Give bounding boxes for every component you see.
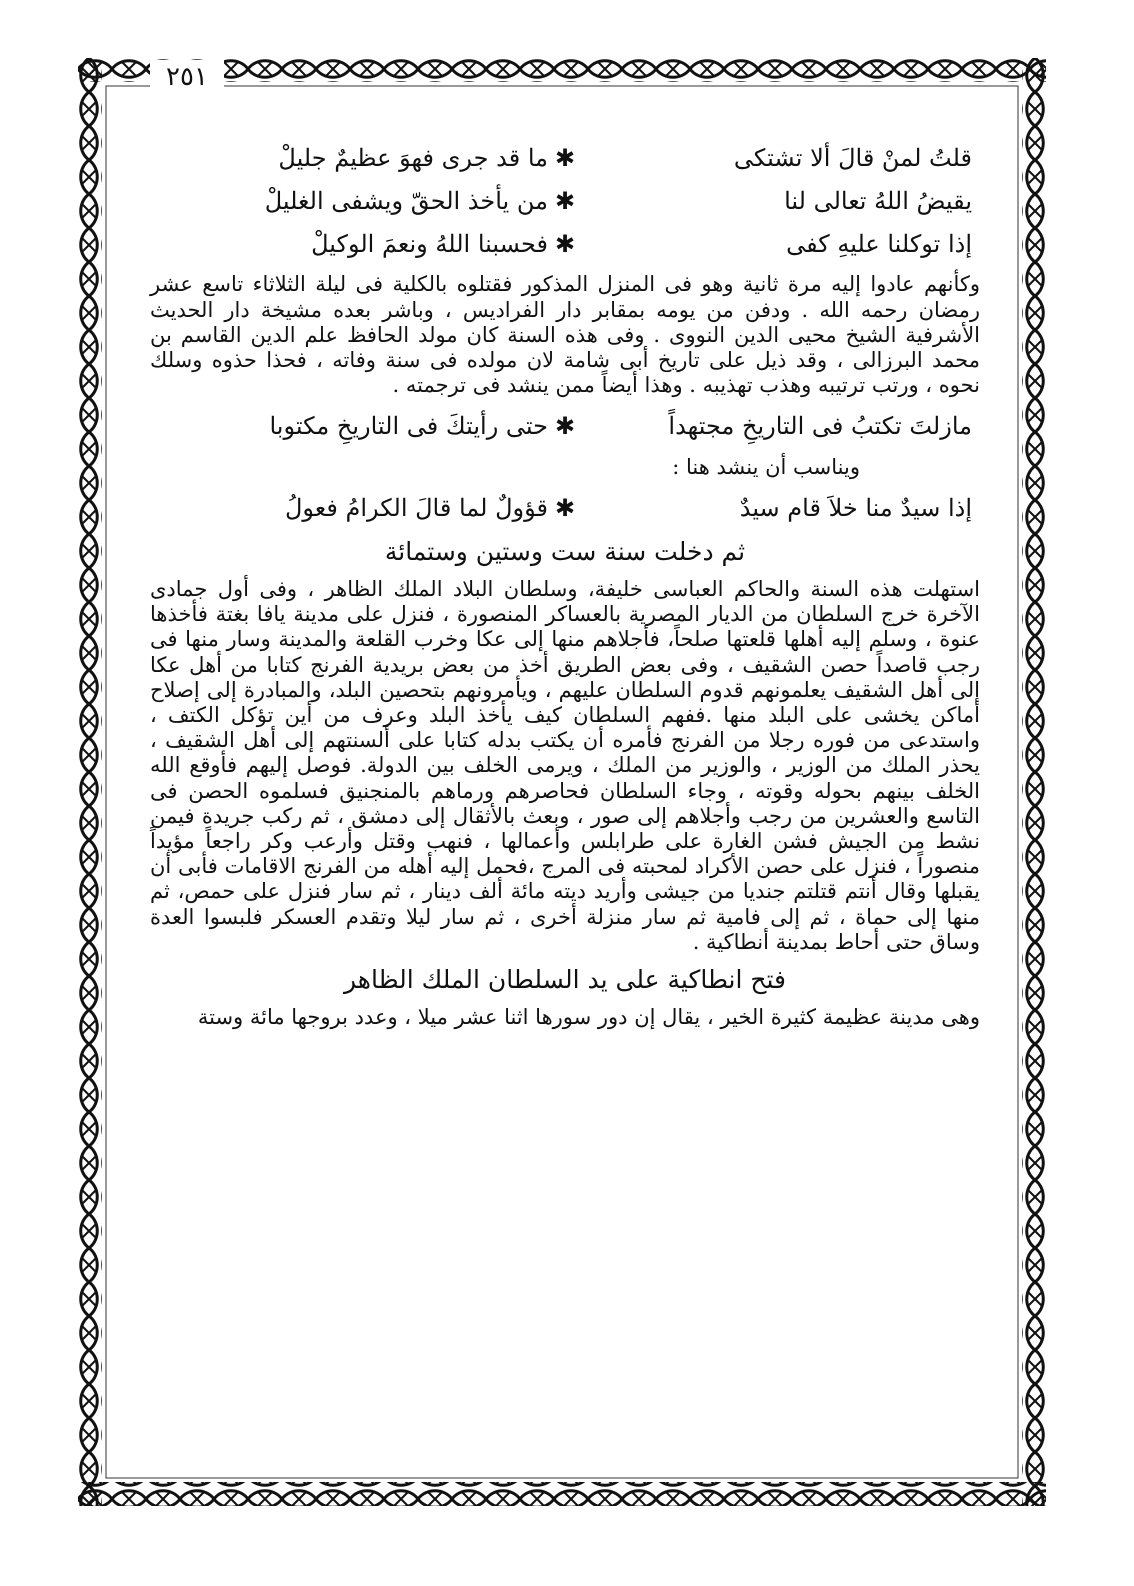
paragraph: وكأنهم عادوا إليه مرة ثانية وهو فى المنزل المذكور فقتلوه بالكلية فى ليلة الثلاثاء تاسع عشر رمضان رحمه الله . ودفن من يومه بمقابر دار الفراديس ، وباشر بعده مشيخة دار الحديث الأشرفية الشيخ محيى الدين النووى . وفى هذه السنة كان مولد الحافظ علم الدين القاسم بن محمد البرزالى ، وقد ذيل على تاريخ أبى شامة لان مولده فى سنة وفاته ، فحذا حذوه وسلك نحوه ، ورتب ترتيبه وهذب تهذيبه . وهذا أيضاً ممن ينشد فى ترجمته .	[150, 272, 980, 398]
verse-line	[150, 412, 980, 441]
verse-separator-star: ✱	[554, 494, 576, 523]
verse-hemistich-right: قلتُ لمنْ قالَ ألا تشتكى	[733, 144, 972, 172]
paragraph: استهلت هذه السنة والحاكم العباسى خليفة، وسلطان البلاد الملك الظاهر ، وفى أول جمادى الآخرة خرج السلطان من الديار المصرية بالعساكر المنصورة ، فنزل على مدينة يافا بغتة فأخذها عنوة ، وسلم إليه أهلها قلعتها صلحاً، فأجلاهم منها إلى عكا وخرب القلعة والمدينة وسار منها فى رجب قاصداً حصن الشقيف ، وفى بعض الطريق أخذ من بعض بريدية الفرنج كتابا من أهل عكا إلى أهل الشقيف يعلمونهم قدوم السلطان عليهم ، ويأمرونهم بتحصين البلد، والمبادرة إلى إصلاح أماكن يخشى على البلد منها .ففهم السلطان كيف يأخذ البلد وعرف من أين تؤكل الكتف ، واستدعى من فوره رجلا من الفرنج فأمره أن يكتب بدله كتابا على ألسنتهم إلى أهل الشقيف ، يحذر الملك من الوزير ، والوزير من الملك ، ويرمى الخلف بين الدولة. فوصل إليهم فأوقع الله الخلف بينهم بحوله وقوته ، وجاء السلطان فحاصرهم ورماهم بالمنجنيق فسلموه الحصن فى التاسع والعشرين من رجب وأجلاهم إلى صور ، وبعث بالأثقال إلى دمشق ، ثم ركب جريدة فيمن نشط من الجيش فشن الغارة على طرابلس وأعمالها ، فنهب وقتل وأرعب وكر راجعاً مؤيداً منصوراً ، فنزل على حصن الأكراد لمحبته فى المرج ،فحمل إليه أهله من الفرنج الاقامات فأبى أن يقبلها وقال أنتم قتلتم جنديا من جيشى وأريد ديته مائة ألف دينار ، ثم سار فنزل على حمص، ثم منها إلى حماة ، ثم إلى فامية ثم سار منزلة أخرى ، ثم سار ليلا وتقدم العسكر فلبسوا العدة وساق حتى أحاط بمدينة أنطاكية .	[150, 577, 980, 954]
verse-hemistich-left: ما قد جرى فهوَ عظيمٌ جليلْ	[278, 144, 548, 172]
page-number: ٢٥١	[150, 60, 224, 94]
verse-line	[150, 494, 980, 523]
verse-hemistich-right: إذا توكلنا عليهِ كفى	[786, 229, 972, 258]
verse-separator-star: ✱	[554, 229, 576, 258]
intro-line: ويناسب أن ينشد هنا :	[672, 455, 860, 480]
verse-hemistich-left: حتى رأيتكَ فى التاريخِ مكتوبا	[269, 412, 548, 441]
section-heading: فتح انطاكية على يد السلطان الملك الظاهر	[344, 964, 786, 994]
verse-line	[150, 230, 980, 259]
verse-hemistich-right: إذا سيدٌ منا خلاَ قام سيدٌ	[739, 494, 972, 523]
verse-hemistich-left: من يأخذ الحقّ ويشفى الغليلْ	[264, 186, 548, 215]
verse-hemistich-left: قؤولٌ لما قالَ الكرامُ فعولُ	[284, 494, 548, 523]
page-content	[150, 130, 980, 1450]
verse-hemistich-right: يقيضُ اللهُ تعالى لنا	[784, 186, 972, 215]
verse-separator-star: ✱	[554, 186, 576, 215]
section-heading: ثم دخلت سنة ست وستين وستمائة	[384, 537, 746, 567]
verse-separator-star: ✱	[554, 144, 576, 172]
verse-line	[150, 144, 980, 173]
verse-hemistich-right: مازلتَ تكتبُ فى التاريخِ مجتهداً	[668, 412, 972, 441]
verse-hemistich-left: فحسبنا اللهُ ونعمَ الوكيلْ	[311, 229, 548, 258]
paragraph: وهى مدينة عظيمة كثيرة الخير ، يقال إن دور سورها اثنا عشر ميلا ، وعدد بروجها مائة وستة	[197, 1004, 980, 1029]
verse-separator-star: ✱	[554, 412, 576, 441]
verse-line	[150, 187, 980, 216]
